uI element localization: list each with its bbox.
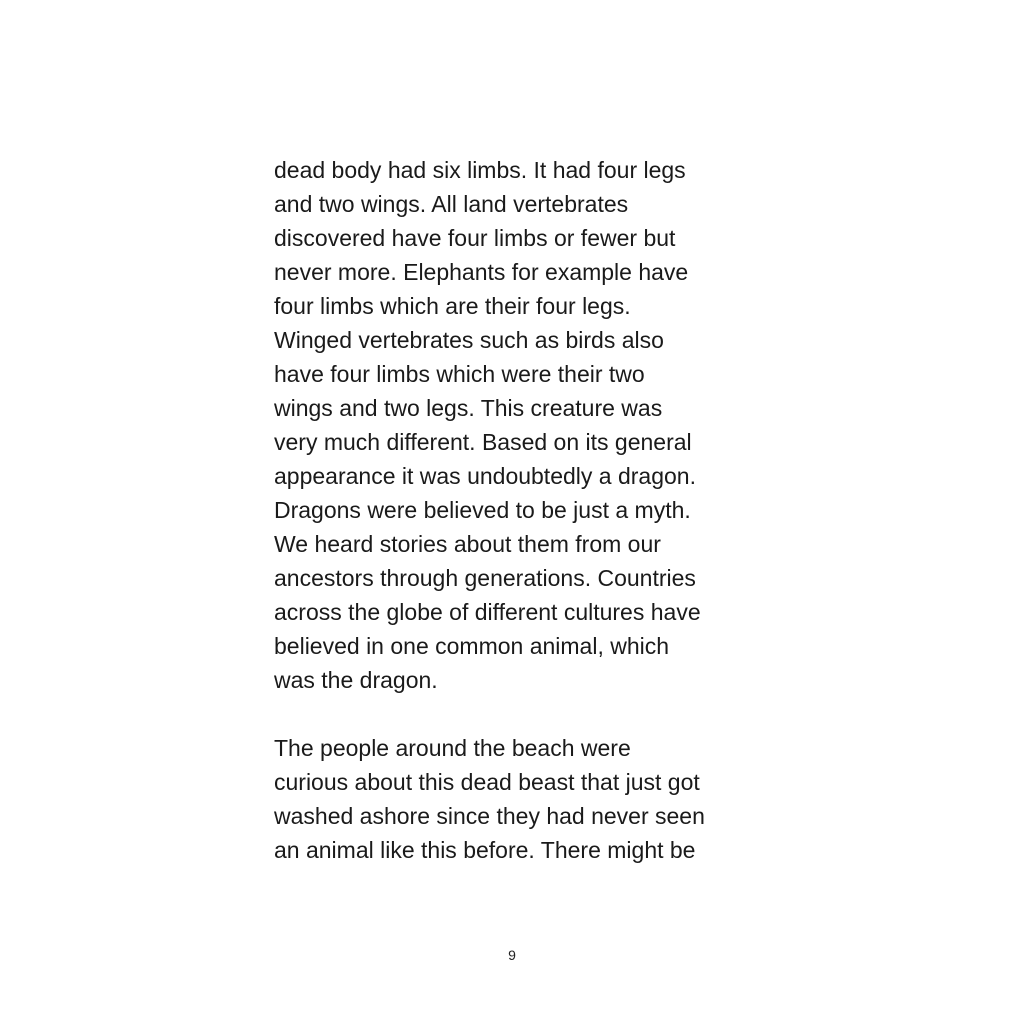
paragraph-1 [274, 153, 774, 697]
text-line: wings and two legs. This creature was [274, 395, 663, 421]
text-line: The people around the beach were [274, 735, 631, 761]
text-line: and two wings. All land vertebrates [274, 191, 629, 217]
text-line: We heard stories about them from our [274, 531, 661, 557]
text-line: curious about this dead beast that just got [274, 769, 700, 795]
page-number: 9 [508, 947, 516, 963]
text-line: Winged vertebrates such as birds also [274, 327, 664, 353]
text-line: dead body had six limbs. It had four legs [274, 157, 686, 183]
text-line: very much different. Based on its general [274, 429, 692, 455]
text-line: an animal like this before. There might be [274, 837, 696, 863]
text-line: discovered have four limbs or fewer but [274, 225, 676, 251]
text-line: four limbs which are their four legs. [274, 293, 631, 319]
text-line: have four limbs which were their two [274, 361, 645, 387]
text-line: washed ashore since they had never seen [274, 803, 705, 829]
paragraph-spacer [274, 697, 774, 731]
text-line: was the dragon. [274, 667, 438, 693]
text-line: never more. Elephants for example have [274, 259, 689, 285]
body-text [274, 153, 774, 867]
text-line: Dragons were believed to be just a myth. [274, 497, 691, 523]
text-line: believed in one common animal, which [274, 633, 670, 659]
text-line: ancestors through generations. Countries [274, 565, 696, 591]
paragraph-2 [274, 731, 774, 867]
text-line: across the globe of different cultures have [274, 599, 701, 625]
text-line: appearance it was undoubtedly a dragon. [274, 463, 696, 489]
